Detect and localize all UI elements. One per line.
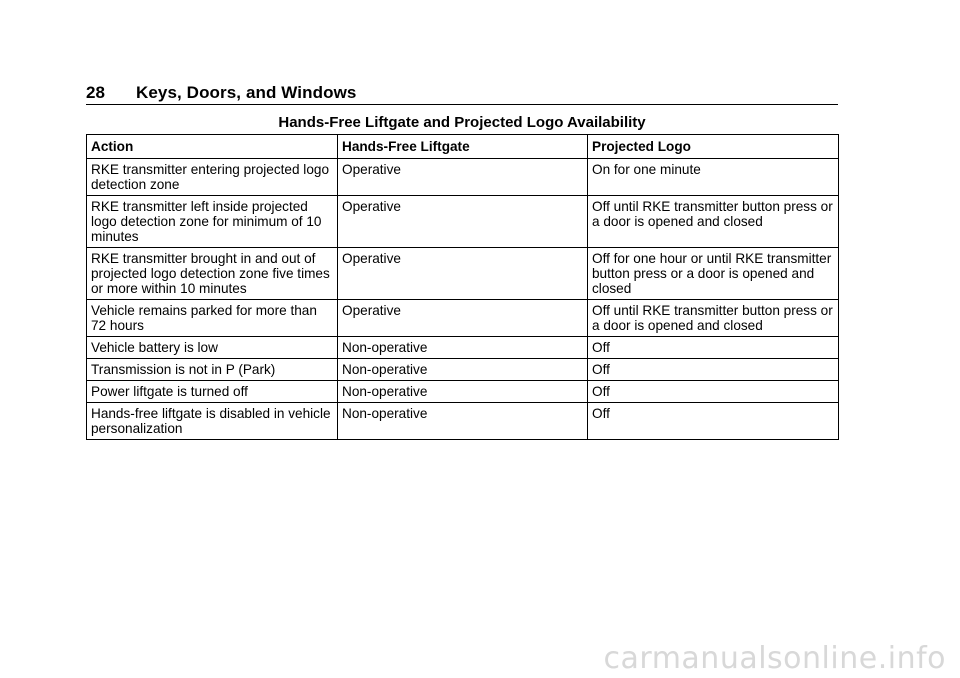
column-header-action: Action bbox=[87, 135, 338, 159]
table-row bbox=[87, 248, 839, 300]
table-row bbox=[87, 381, 839, 403]
cell-projected-logo: Off bbox=[588, 337, 839, 359]
cell-projected-logo: Off for one hour or until RKE transmitter button press or a door is opened and closed bbox=[588, 248, 839, 300]
cell-action: RKE transmitter brought in and out of projected logo detection zone five times or more within 10 minutes bbox=[87, 248, 338, 300]
cell-action: RKE transmitter entering projected logo detection zone bbox=[87, 159, 338, 196]
cell-hands-free-liftgate: Non-operative bbox=[338, 403, 588, 440]
cell-projected-logo: Off until RKE transmitter button press or a door is opened and closed bbox=[588, 196, 839, 248]
cell-projected-logo: Off until RKE transmitter button press or a door is opened and closed bbox=[588, 300, 839, 337]
availability-table bbox=[86, 134, 839, 440]
table-row bbox=[87, 337, 839, 359]
watermark: carmanualsonline.info bbox=[603, 641, 946, 676]
cell-action: Hands-free liftgate is disabled in vehicle personalization bbox=[87, 403, 338, 440]
cell-projected-logo: Off bbox=[588, 359, 839, 381]
page-header bbox=[86, 83, 838, 104]
cell-action: Transmission is not in P (Park) bbox=[87, 359, 338, 381]
table-row bbox=[87, 403, 839, 440]
header-divider bbox=[86, 104, 838, 105]
cell-hands-free-liftgate: Non-operative bbox=[338, 381, 588, 403]
table-row bbox=[87, 300, 839, 337]
cell-hands-free-liftgate: Operative bbox=[338, 300, 588, 337]
cell-action: Vehicle remains parked for more than 72 hours bbox=[87, 300, 338, 337]
column-header-hands-free-liftgate: Hands-Free Liftgate bbox=[338, 135, 588, 159]
table-row bbox=[87, 196, 839, 248]
table-row bbox=[87, 359, 839, 381]
cell-action: RKE transmitter left inside projected logo detection zone for minimum of 10 minutes bbox=[87, 196, 338, 248]
cell-hands-free-liftgate: Non-operative bbox=[338, 337, 588, 359]
cell-hands-free-liftgate: Operative bbox=[338, 159, 588, 196]
cell-projected-logo: Off bbox=[588, 403, 839, 440]
cell-action: Power liftgate is turned off bbox=[87, 381, 338, 403]
table-row bbox=[87, 159, 839, 196]
table-title: Hands-Free Liftgate and Projected Logo Availability bbox=[278, 114, 646, 131]
cell-hands-free-liftgate: Operative bbox=[338, 248, 588, 300]
cell-action: Vehicle battery is low bbox=[87, 337, 338, 359]
cell-projected-logo: Off bbox=[588, 381, 839, 403]
section-title: Keys, Doors, and Windows bbox=[136, 83, 357, 102]
column-header-projected-logo: Projected Logo bbox=[588, 135, 839, 159]
cell-hands-free-liftgate: Operative bbox=[338, 196, 588, 248]
table-header-row bbox=[87, 135, 839, 159]
page-number: 28 bbox=[86, 83, 106, 102]
cell-projected-logo: On for one minute bbox=[588, 159, 839, 196]
cell-hands-free-liftgate: Non-operative bbox=[338, 359, 588, 381]
